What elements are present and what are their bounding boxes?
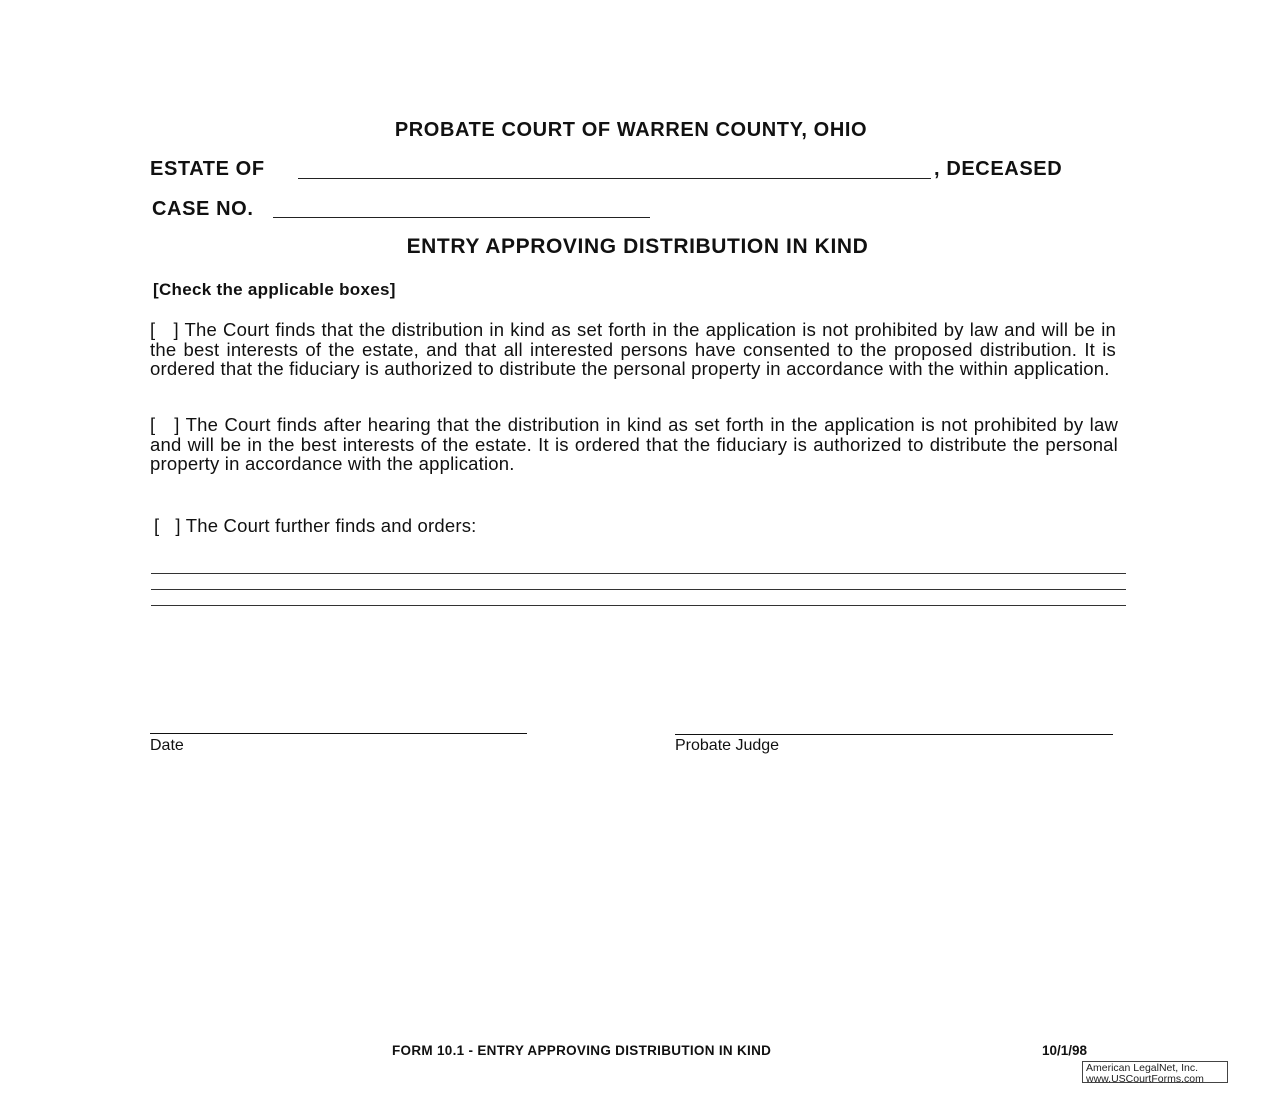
further-orders-line-3[interactable] [151,605,1126,606]
option-text: The Court further finds and orders: [185,515,477,536]
option-text: The Court finds after hearing that the distribution in kind as set forth in the application is not prohibited by law and will be in the best interests of the estate. It is ordered that the fiduciary is authorized to distribute the personal property in accordance with the application. [150,414,1119,474]
publisher-stamp [1082,1061,1228,1083]
case-number-label: CASE NO. [152,198,254,220]
judge-signature-line[interactable] [675,734,1113,735]
form-title: ENTRY APPROVING DISTRIBUTION IN KIND [406,235,869,258]
probate-judge-label: Probate Judge [675,737,780,754]
option-text: The Court finds that the distribution in kind as set forth in the application is not prohibited by law and will be in the best interests of the estate, and that all interested persons have consented to the proposed distribution. It is ordered that the fiduciary is authorized to distribute the personal property in accordance with the within application. [150,319,1117,379]
date-label: Date [150,737,184,754]
footer-form-name: FORM 10.1 - ENTRY APPROVING DISTRIBUTION IN KIND [392,1043,772,1058]
option-checkbox[interactable]: [ ] [150,319,179,340]
estate-name-field[interactable] [298,178,931,179]
footer-revision-date: 10/1/98 [1042,1043,1088,1058]
date-signature-line[interactable] [150,733,527,734]
deceased-label: , DECEASED [934,158,1063,180]
option-further-orders [154,516,754,536]
estate-label: ESTATE OF [150,158,265,180]
option-checkbox[interactable]: [ ] [154,515,181,536]
further-orders-line-1[interactable] [151,573,1126,574]
case-number-field[interactable] [273,217,650,218]
option-consent-finding [150,320,1116,379]
instructions: [Check the applicable boxes] [153,280,396,299]
further-orders-line-2[interactable] [151,589,1126,590]
option-checkbox[interactable]: [ ] [150,414,180,435]
stamp-publisher: American LegalNet, Inc. [1086,1062,1199,1074]
option-hearing-finding [150,415,1118,474]
stamp-website: www.USCourtForms.com [1086,1072,1204,1085]
court-title: PROBATE COURT OF WARREN COUNTY, OHIO [394,119,868,141]
